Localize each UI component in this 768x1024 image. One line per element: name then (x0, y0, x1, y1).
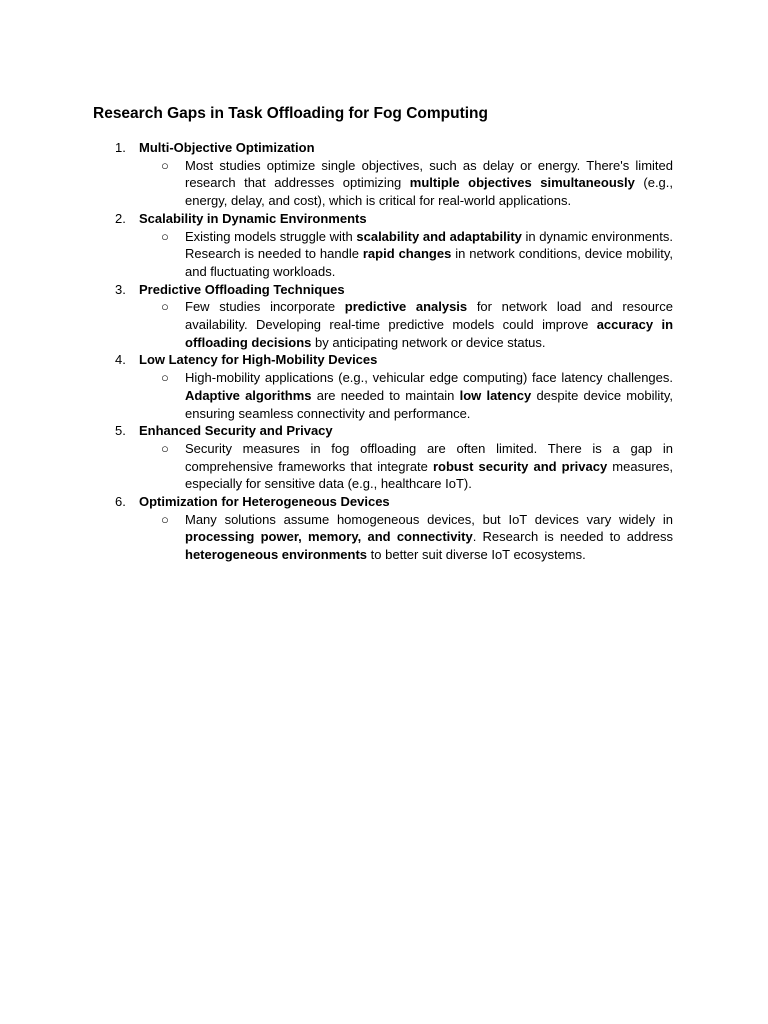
gap-item-heading: Enhanced Security and Privacy (139, 423, 333, 439)
emphasis-text: processing power, memory, and connectivity (185, 529, 473, 545)
detail-text: Existing models struggle with (185, 228, 357, 244)
gap-item-detail (161, 157, 674, 210)
emphasis-text: heterogeneous environments (185, 547, 368, 563)
detail-text: in network conditions, device mobility, and fluctuating workloads. (185, 246, 673, 279)
gap-item-number: 5. (115, 423, 126, 439)
detail-text: for network load and resource availability. Developing real-time predictive models could improve (185, 299, 673, 333)
gap-item-detail (161, 511, 673, 564)
hollow-circle-bullet-icon: ○ (161, 228, 169, 244)
gap-item-heading: Predictive Offloading Techniques (139, 281, 345, 297)
gap-item-heading: Multi-Objective Optimization (139, 140, 315, 155)
hollow-circle-bullet-icon: ○ (161, 440, 169, 456)
detail-text: Security measures in fog offloading are often limited. There is a gap in comprehensive frameworks that integrate (185, 440, 673, 474)
hollow-circle-bullet-icon: ○ (161, 299, 169, 315)
emphasis-text: accuracy in offloading decisions (185, 317, 674, 350)
research-gap-list (115, 139, 674, 564)
gap-item-detail (161, 298, 674, 351)
gap-item-detail (161, 440, 674, 493)
detail-text: by anticipating network or device status. (311, 334, 546, 350)
gap-item-heading: Scalability in Dynamic Environments (139, 210, 367, 226)
gap-item (115, 139, 674, 210)
hollow-circle-bullet-icon: ○ (161, 157, 169, 173)
detail-text: are needed to maintain (311, 387, 460, 403)
gap-item-detail (161, 369, 674, 422)
detail-text: to better suit diverse IoT ecosystems. (367, 547, 586, 563)
gap-item-heading: Low Latency for High-Mobility Devices (139, 352, 378, 368)
emphasis-text: robust security and privacy (432, 458, 608, 474)
detail-text: Most studies optimize single objectives, such as delay or energy. There's limited research that addresses optimizing (185, 157, 673, 191)
document-title: Research Gaps in Task Offloading for Fog Computing (93, 105, 488, 122)
emphasis-text: multiple objectives simultaneously (409, 175, 635, 191)
detail-text: . Research is needed to address (472, 529, 673, 545)
gap-item (115, 210, 673, 281)
emphasis-text: predictive analysis (344, 299, 468, 315)
emphasis-text: scalability and adaptability (356, 228, 522, 244)
gap-item (115, 493, 673, 564)
detail-text: Few studies incorporate (185, 299, 345, 315)
detail-text: in dynamic environments. Research is needed to handle (185, 228, 673, 262)
gap-item (115, 281, 674, 352)
hollow-circle-bullet-icon: ○ (161, 511, 169, 527)
gap-item-number: 2. (115, 210, 126, 226)
gap-item-heading: Optimization for Heterogeneous Devices (139, 494, 390, 510)
gap-item (115, 351, 674, 422)
emphasis-text: Adaptive algorithms (185, 387, 312, 403)
emphasis-text: rapid changes (362, 246, 452, 262)
detail-text: High-mobility applications (e.g., vehicular edge computing) face latency challenges. (185, 370, 673, 386)
detail-text: (e.g., energy, delay, and cost), which is critical for real-world applications. (185, 175, 674, 209)
detail-text: Many solutions assume homogeneous devices, but IoT devices vary widely in (185, 511, 673, 527)
emphasis-text: low latency (459, 387, 532, 403)
gap-item-number: 4. (115, 352, 126, 368)
detail-text: despite device mobility, ensuring seamless connectivity and performance. (185, 387, 674, 421)
gap-item-number: 3. (115, 281, 126, 297)
gap-item (115, 422, 674, 493)
detail-text: measures, especially for sensitive data (e.g., healthcare IoT). (185, 458, 674, 492)
gap-item-number: 6. (115, 494, 126, 510)
gap-item-number: 1. (115, 140, 126, 155)
hollow-circle-bullet-icon: ○ (161, 370, 169, 386)
gap-item-detail (161, 228, 673, 281)
